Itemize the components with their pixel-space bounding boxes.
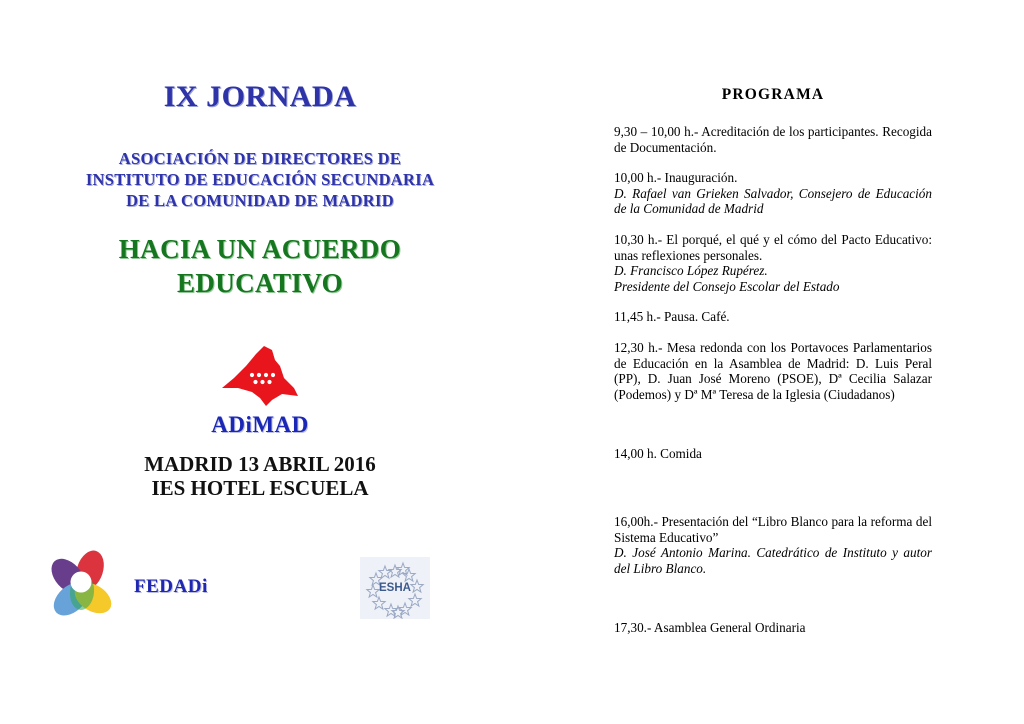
entry-text: 10,30 h.- El porqué, el qué y el cómo del Pacto Educativo: unas reflexiones personales. <box>614 231 932 263</box>
programme-entry <box>614 514 932 576</box>
entry-text: 16,00h.- Presentación del “Libro Blanco para la reforma del Sistema Educativo” <box>614 513 932 545</box>
programme-entry <box>614 620 932 636</box>
esha-logo <box>360 557 430 619</box>
entry-text: 9,30 – 10,00 h.- Acreditación de los participantes. Recogida de Documentación. <box>614 124 932 155</box>
entry-text: 14,00 h. Comida <box>614 446 702 462</box>
madrid-bear-stars-icon <box>212 344 308 410</box>
entry-speaker: D. Rafael van Grieken Salvador, Consejero de Educación de la Comunidad de Madrid <box>614 185 932 217</box>
entry-lead: 12,30 h.- Mesa redonda con los Portavoces Parlamentarios de Educación en la Asamblea de Madrid: <box>614 339 932 371</box>
venue-info <box>30 452 490 500</box>
theme-line-2: EDUCATIVO <box>176 268 344 298</box>
programme-list <box>614 124 932 651</box>
esha-wordmark: ESHA <box>379 582 411 594</box>
entry-text: 10,00 h.- Inauguración. <box>614 170 738 186</box>
programme-entry <box>614 124 932 155</box>
event-location: IES HOTEL ESCUELA <box>151 476 369 500</box>
fedadi-wordmark: FEDADi <box>134 575 208 597</box>
entry-speaker: D. José Antonio Marina. Catedrático de Instituto y autor del Libro Blanco. <box>614 545 932 576</box>
theme-heading <box>30 232 490 300</box>
programme-title: PROGRAMA <box>721 86 825 103</box>
subtitle-line-3: DE LA COMUNIDAD DE MADRID <box>126 191 394 210</box>
organisation-subtitle <box>30 148 490 211</box>
entry-speaker: D. Francisco López Rupérez. <box>614 263 768 279</box>
fedadi-logo <box>44 546 208 627</box>
programme-entry <box>614 340 932 402</box>
programme-entry <box>614 309 932 325</box>
event-date: MADRID 13 ABRIL 2016 <box>144 452 376 476</box>
entry-text: 11,45 h.- Pausa. Café. <box>614 309 730 325</box>
programme-entry <box>614 446 932 462</box>
entry-speakers: D. Luis Peral (PP), D. Juan José Moreno (PSOE), Dª Cecilia Salazar (Podemos) y Dª Mª Teresa de la Iglesia (Ciudadanos <box>614 355 932 402</box>
right-column <box>614 0 932 724</box>
fedadi-flower-icon <box>44 546 120 627</box>
adimad-logo <box>30 344 490 438</box>
entry-text: 17,30.- Asamblea General Ordinaria <box>614 620 806 636</box>
theme-line-1: HACIA UN ACUERDO <box>118 234 402 264</box>
subtitle-line-1: ASOCIACIÓN DE DIRECTORES DE <box>118 149 402 168</box>
subtitle-line-2: INSTITUTO DE EDUCACIÓN SECUNDARIA <box>85 170 435 189</box>
entry-speaker-role: Presidente del Consejo Escolar del Estado <box>614 278 840 294</box>
entry-text <box>614 340 932 402</box>
entry-tail: ) <box>890 386 895 402</box>
left-column <box>30 0 590 724</box>
programme-entry <box>614 232 932 294</box>
page-title: IX JORNADA <box>163 80 357 113</box>
programme-entry <box>614 170 932 217</box>
adimad-wordmark: ADiMAD <box>211 412 309 437</box>
